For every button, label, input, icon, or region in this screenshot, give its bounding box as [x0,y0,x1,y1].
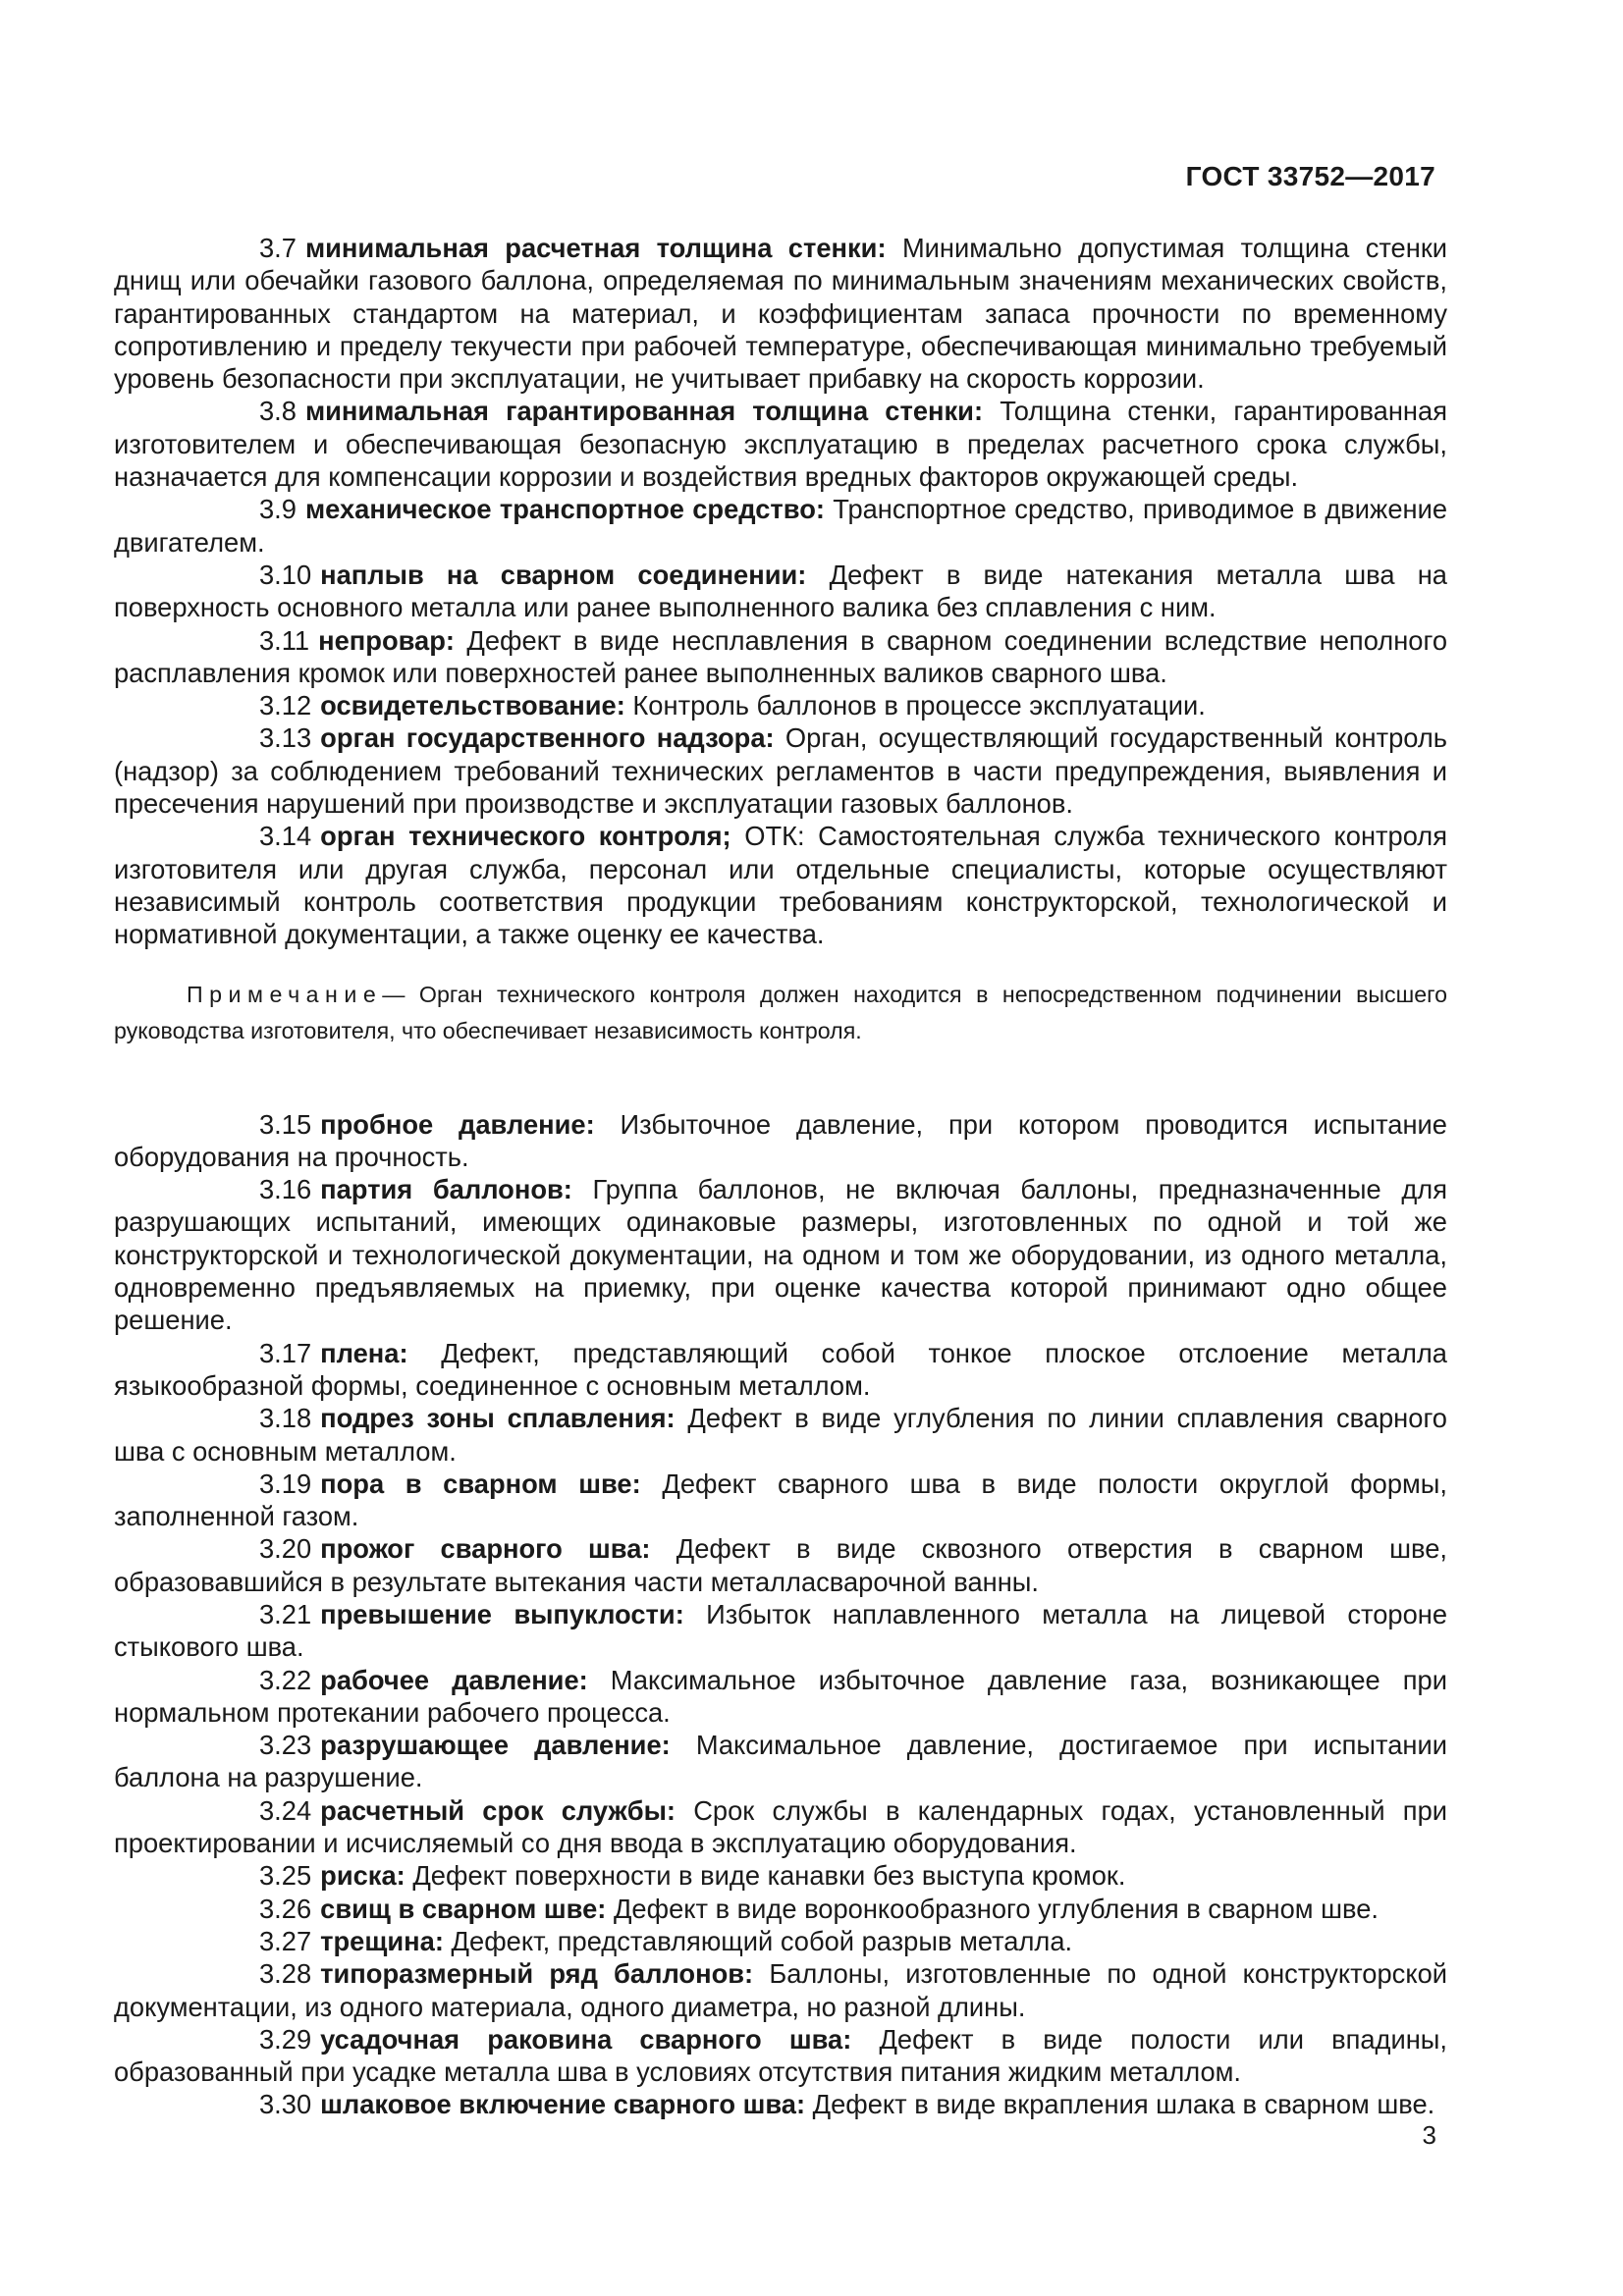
definition-term: партия баллонов: [320,1174,572,1205]
definition-term: подрез зоны сплавления: [320,1403,676,1434]
note-label: Примечание [187,981,383,1007]
definition-number: 3.13 [259,722,312,754]
definition-item [114,1532,1447,1598]
definition-item [114,624,1447,690]
definition-term: орган государственного надзора: [320,722,775,754]
definition-item [114,820,1447,950]
definition-item [114,721,1447,820]
definition-item [114,1729,1447,1794]
note-paragraph [114,977,1447,1049]
definition-term: механическое транспортное средство: [304,494,825,525]
definition-text: ОТК: Самостоятельная служба технического контроля изготовителя или другая служба, персонал или отдельные специалисты, которые осуществляют независимый контроль соответствия продукции требованиям конструкторской, технологической и нормативной документации, а также оценку ее качества. [114,821,1447,950]
definition-term: расчетный срок службы: [320,1794,676,1826]
definition-number: 3.29 [259,2023,312,2055]
definition-term: наплыв на сварном соединении: [320,559,807,590]
definition-number: 3.9 [259,494,297,525]
definition-term: освидетельствование: [320,690,625,721]
definition-term: разрушающее давление: [320,1730,671,1761]
definition-number: 3.10 [259,559,312,590]
page-content [114,232,1447,2121]
definition-item [114,395,1447,493]
definition-item [114,1598,1447,1664]
definition-item [114,493,1447,559]
definition-term: пора в сварном шве: [320,1468,641,1499]
definition-number: 3.18 [259,1403,312,1434]
definition-text: Максимальное избыточное давление газа, возникающее при нормальном протекании рабочего процесса. [114,1664,1447,1728]
definition-term: усадочная раковина сварного шва: [320,2023,852,2055]
definition-text: Дефект в виде полости или впадины, образованный при усадке металла шва в условиях отсутствия питания жидким металлом. [114,2023,1448,2088]
definition-text: Группа баллонов, не включая баллоны, предназначенные для разрушающих испытаний, имеющих одинаковые размеры, изготовленных по одной и той же конструкторской и технологической документации, на одном и том же оборудовании, из одного металла, одновременно предъявляемых на приемку, при оценке качества которой принимают одно общее решение. [114,1174,1447,1336]
definition-text: Баллоны, изготовленные по одной конструкторской документации, из одного материала, одного диаметра, но разной длины. [114,1958,1447,2022]
definition-text: Дефект, представляющий собой разрыв металла. [451,1925,1073,1956]
definition-term: трещина: [320,1925,444,1956]
definition-item [114,559,1447,624]
definition-term: свищ в сварном шве: [320,1893,607,1924]
definition-number: 3.22 [259,1664,312,1695]
definition-item [114,1402,1447,1468]
definition-item [114,1664,1447,1730]
definition-number: 3.26 [259,1893,312,1924]
definitions-list-a [114,232,1447,951]
definition-text: Избыток наплавленного металла на лицевой стороне стыкового шва. [114,1598,1448,1663]
definition-text: Дефект, представляющий собой тонкое плоское отслоение металла языкообразной формы, соединенное с основным металлом. [114,1337,1447,1401]
definition-term: превышение выпуклости: [320,1598,684,1629]
page-number: 3 [1422,2120,1436,2150]
definition-item [114,1108,1447,1174]
definition-term: непровар: [318,624,455,656]
definition-item [114,232,1447,395]
definition-text: Дефект в виде натекания металла шва на поверхность основного металла или ранее выполненного валика без сплавления с ним. [114,559,1447,623]
definition-number: 3.11 [259,624,310,656]
definition-number: 3.16 [259,1174,312,1205]
definition-number: 3.8 [259,396,297,427]
definition-text: Минимально допустимая толщина стенки днищ или обечайки газового баллона, определяемая по минимальным значениям механических свойств, гарантированных стандартом на материал, и коэффициентам запаса прочности по временному сопротивлению и пределу текучести при рабочей температуре, обеспечивающая минимально требуемый уровень безопасности при эксплуатации, не учитывает прибавку на скорость коррозии. [114,233,1448,395]
definition-number: 3.15 [259,1108,312,1140]
definition-text: Дефект в виде несплавления в сварном соединении вследствие неполного расплавления кромок или поверхностей ранее выполненных валиков сварного шва. [114,624,1447,688]
definition-number: 3.19 [259,1468,312,1499]
definition-term: плена: [320,1337,408,1368]
definition-number: 3.20 [259,1533,312,1565]
definition-text: Дефект в виде воронкообразного углубления в сварном шве. [613,1893,1379,1924]
definition-text: Транспортное средство, приводимое в движение двигателем. [114,494,1448,558]
note-text: — Орган технического контроля должен находится в непосредственном подчинении высшего руководства изготовителя, что обеспечивает независимость контроля. [114,981,1447,1043]
definition-term: орган технического контроля; [320,821,731,852]
definition-item [114,2023,1447,2089]
definition-number: 3.21 [259,1598,312,1629]
definition-number: 3.12 [259,690,312,721]
definition-item [114,1173,1447,1336]
standard-header: ГОСТ 33752—2017 [1185,161,1435,191]
definition-number: 3.30 [259,2089,312,2120]
definition-number: 3.17 [259,1337,312,1368]
definition-text: Дефект сварного шва в виде полости округлой формы, заполненной газом. [114,1468,1447,1532]
definition-item [114,1859,1447,1892]
definition-text: Орган, осуществляющий государственный контроль (надзор) за соблюдением требований технических регламентов в части предупреждения, выявления и пресечения нарушений при производстве и эксплуатации газовых баллонов. [114,722,1447,820]
definition-term: риска: [320,1860,406,1892]
definition-item [114,2088,1447,2120]
definition-text: Дефект поверхности в виде канавки без выступа кромок. [412,1860,1126,1892]
definition-text: Максимальное давление, достигаемое при испытании баллона на разрушение. [114,1730,1447,1793]
definition-item [114,1794,1447,1860]
definition-term: минимальная гарантированная толщина стенки: [304,396,984,427]
definition-number: 3.24 [259,1794,312,1826]
definition-text: Контроль баллонов в процессе эксплуатации. [632,690,1206,721]
definition-number: 3.28 [259,1958,312,1990]
definition-item [114,1925,1447,1957]
definition-text: Толщина стенки, гарантированная изготовителем и обеспечивающая безопасную эксплуатацию в пределах расчетного срока службы, назначается для компенсации коррозии и воздействия вредных факторов окружающей среды. [114,396,1447,493]
definitions-list-b [114,1108,1447,2121]
definition-term: шлаковое включение сварного шва: [320,2089,806,2120]
definition-term: пробное давление: [320,1108,595,1140]
definition-item [114,1468,1447,1533]
definition-text: Срок службы в календарных годах, установленный при проектировании и исчисляемый со дня ввода в эксплуатацию оборудования. [114,1794,1447,1859]
definition-number: 3.23 [259,1730,312,1761]
definition-number: 3.7 [259,233,297,263]
definition-number: 3.14 [259,821,312,852]
definition-text: Дефект в виде сквозного отверстия в сварном шве, образовавшийся в результате вытекания части металласварочной ванны. [114,1533,1447,1597]
definition-item [114,689,1447,721]
definition-term: типоразмерный ряд баллонов: [320,1958,754,1990]
definition-item [114,1893,1447,1925]
definition-text: Дефект в виде вкрапления шлака в сварном шве. [812,2089,1435,2120]
definition-item [114,1337,1447,1403]
definition-text: Избыточное давление, при котором проводится испытание оборудования на прочность. [114,1108,1447,1172]
definition-text: Дефект в виде углубления по линии сплавления сварного шва с основным металлом. [114,1403,1447,1467]
definition-number: 3.27 [259,1925,312,1956]
definition-term: рабочее давление: [320,1664,588,1695]
definition-number: 3.25 [259,1860,312,1892]
definition-item [114,1957,1447,2023]
definition-term: минимальная расчетная толщина стенки: [304,233,887,263]
definition-term: прожог сварного шва: [320,1533,651,1565]
